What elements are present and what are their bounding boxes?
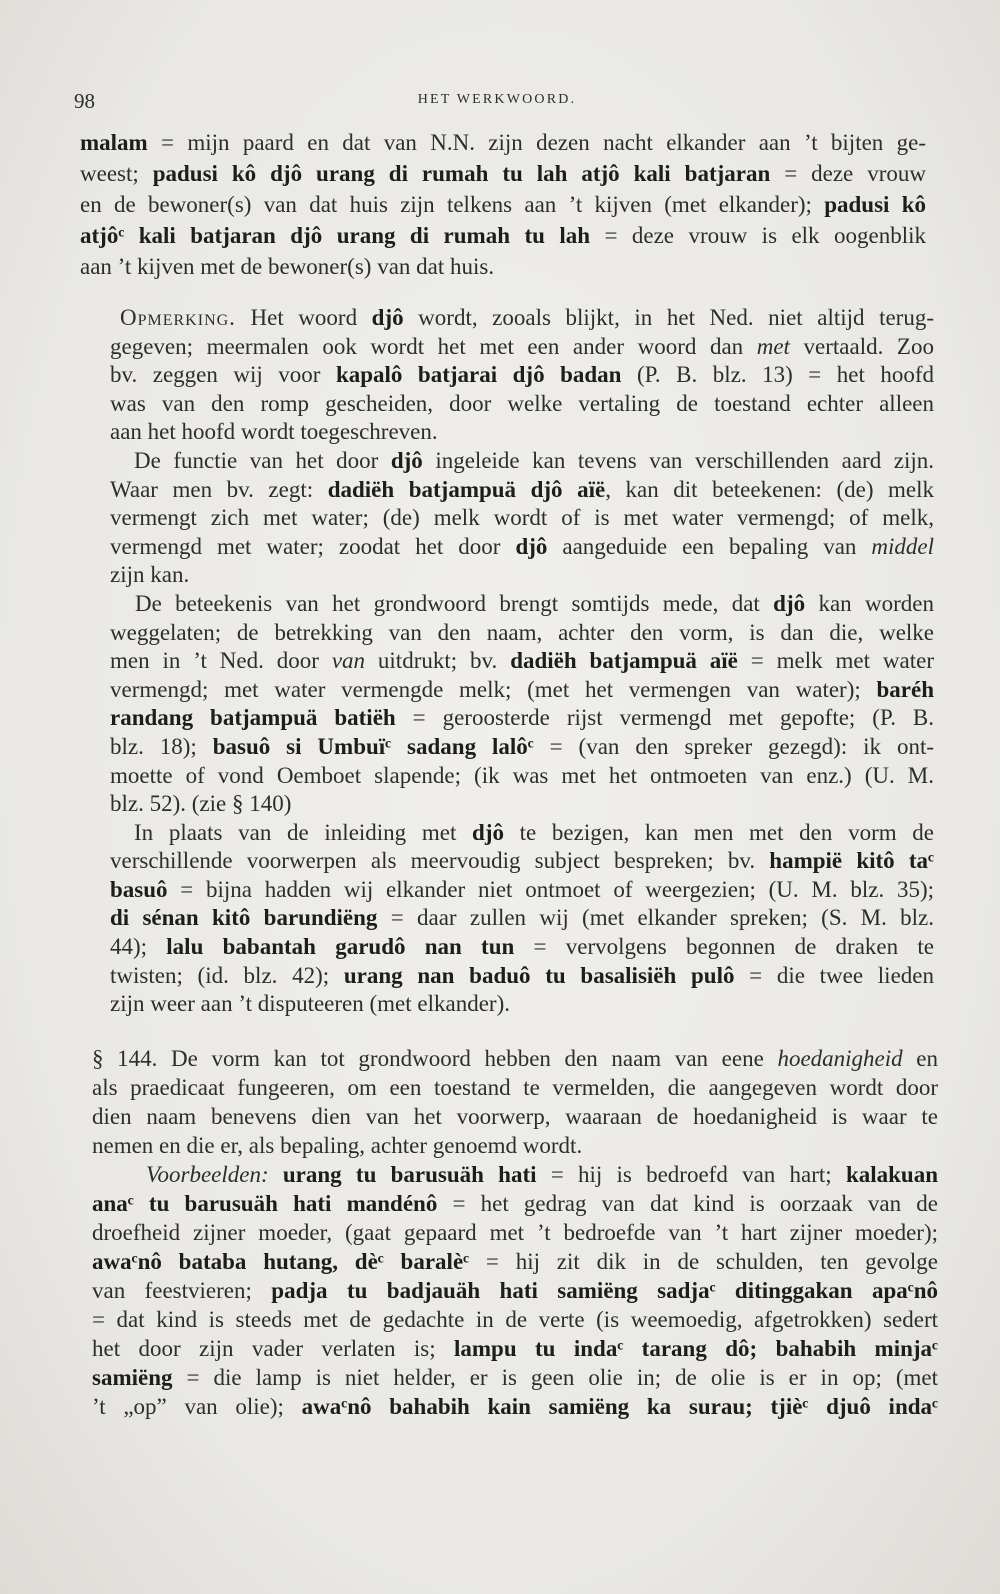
dayak-term: samiëng [92, 1365, 173, 1390]
italic-text: van [331, 648, 366, 674]
italic-text: Voorbeelden: [146, 1162, 283, 1187]
text-run: vertaald. Zoo [789, 333, 934, 359]
text-line [110, 361, 934, 390]
text-run: (P. B. blz. 13) = het hoofd [621, 362, 934, 388]
text-run: = (van den spreker gezegd): ik ont- [533, 733, 934, 759]
page-number: 98 [74, 89, 95, 113]
text-line [80, 189, 926, 220]
text-line [110, 619, 934, 648]
text-line [80, 251, 926, 282]
text-line [80, 127, 926, 158]
dayak-term: lampu tu indaᶜ tarang dô; bahabih minjaᶜ [453, 1336, 938, 1361]
text-run: en [902, 1046, 938, 1071]
dayak-term: urang nan baduô tu basalisiëh pulô [343, 962, 735, 988]
text-run: blz. 18); [110, 733, 213, 759]
dayak-term: randang batjampuä batiëh [110, 705, 396, 731]
text-run: bv. zeggen wij voor [110, 362, 336, 388]
remark-label: Opmerking. [120, 305, 236, 330]
text-line [110, 847, 934, 876]
text-line [92, 1247, 938, 1276]
text-run: , kan dit beteekenen: (de) melk [605, 476, 935, 502]
text-run: weest; [80, 161, 153, 186]
text-run: = deze vrouw is elk oogenblik [590, 223, 926, 248]
text-run: van feestvieren; [92, 1278, 272, 1303]
dayak-term: anaᶜ tu barusuäh hati mandénô [92, 1191, 438, 1216]
paragraph [92, 1160, 938, 1421]
text-line [92, 1160, 938, 1189]
text-run: vermengt zich met water; (de) melk wordt of is met water vermengd; of melk, [110, 505, 934, 531]
text-line [110, 590, 934, 619]
text-run: In plaats van de inleiding met [134, 819, 473, 845]
dayak-term: atjôᶜ kali batjaran djô urang di rumah tu lah [80, 223, 591, 248]
text-line [92, 1189, 938, 1218]
text-line [92, 1073, 938, 1102]
text-line [92, 1218, 938, 1247]
text-line [110, 876, 934, 905]
dayak-term: hampië kitô taᶜ [769, 848, 934, 874]
text-run: zijn kan. [110, 562, 190, 588]
text-run: = het gedrag van dat kind is oorzaak van de [437, 1191, 938, 1216]
text-run: als praedicaat fungeeren, om een toestand te vermelden, die aangegeven wordt door [92, 1075, 938, 1100]
text-run: § 144. De vorm kan tot grondwoord hebben den naam van eene [92, 1046, 778, 1071]
dayak-term: awaᶜnô bahabih kain samiëng ka surau; tjièᶜ djuô indaᶜ [301, 1394, 938, 1419]
text-run: vermengd; met water vermengde melk; (met het vermengen van water); [110, 676, 877, 702]
text-run: = die lamp is niet helder, er is geen olie in; de olie is er in op; (met [172, 1365, 938, 1390]
paragraph [92, 1044, 938, 1160]
text-line [110, 790, 934, 819]
text-line [92, 1334, 938, 1363]
text-run: aan het hoofd wordt toegeschreven. [110, 419, 438, 445]
text-line [92, 1102, 938, 1131]
running-head: HET WERKWOORD. [417, 92, 577, 107]
dayak-term: padusi kô [824, 192, 926, 217]
text-run: De functie van het door [134, 447, 391, 473]
dayak-term: djô [773, 590, 806, 616]
text-run: = hij zit dik in de schulden, ten gevolge [469, 1249, 938, 1274]
paragraph [110, 819, 934, 1019]
text-run: = mijn paard en dat van N.N. zijn dezen nacht elkander aan ’t bijten ge- [147, 130, 926, 155]
text-line [110, 647, 934, 676]
text-run: Het woord [235, 305, 372, 330]
text-run: De beteekenis van het grondwoord brengt somtijds mede, dat [135, 590, 774, 616]
text-run: zijn weer aan ’t disputeeren (met elkander). [110, 991, 510, 1017]
text-line [80, 158, 926, 189]
text-run: gegeven; meermalen ook wordt het met een ander woord dan [110, 333, 757, 359]
text-run: verschillende voorwerpen als meervoudig subject bespreken; bv. [110, 848, 770, 874]
text-line [110, 676, 934, 705]
text-run: aan ’t kijven met de bewoner(s) van dat huis. [80, 254, 495, 279]
text-line [110, 904, 934, 933]
text-run: = dat kind is steeds met de gedachte in de verte (is weemoedig, afgetrokken) sedert [92, 1307, 938, 1332]
text-line [110, 304, 934, 333]
dayak-term: lalu babantah garudô nan tun [166, 934, 515, 960]
text-line [110, 533, 934, 562]
text-run: = die twee lieden [734, 962, 934, 988]
paragraph [110, 447, 934, 590]
text-run: en de bewoner(s) van dat huis zijn telkens aan ’t kijven (met elkander); [80, 192, 825, 217]
dayak-term: djô [390, 447, 423, 473]
italic-text: middel [871, 533, 934, 559]
text-line [110, 819, 934, 848]
text-line [110, 990, 934, 1019]
dayak-term: kalakuan [845, 1162, 938, 1187]
text-run: = melk met water [737, 648, 934, 674]
text-line [92, 1131, 938, 1160]
text-line [110, 561, 934, 590]
text-run: dien naam benevens dien van het voorwerp, waaraan de hoedanigheid is waar te [92, 1104, 938, 1129]
continued-text-block [80, 127, 926, 282]
italic-text: met [756, 333, 790, 359]
dayak-term: djô [371, 305, 404, 330]
text-run: het door zijn vader verlaten is; [92, 1336, 454, 1361]
text-line [92, 1392, 938, 1421]
text-line [80, 220, 926, 251]
text-line [110, 933, 934, 962]
text-run: twisten; (id. blz. 42); [110, 962, 344, 988]
text-line [110, 504, 934, 533]
text-run: wordt, zooals blijkt, in het Ned. niet altijd terug- [403, 305, 934, 330]
text-run: = hij is bedroefd van hart; [536, 1162, 846, 1187]
text-run: ingeleide kan tevens van verschillenden aard zijn. [422, 447, 934, 473]
dayak-term: malam [80, 130, 148, 155]
text-run: men in ’t Ned. door [110, 648, 332, 674]
text-run: 44); [110, 934, 167, 960]
italic-text: hoedanigheid [777, 1046, 903, 1071]
text-run: droefheid zijner moeder, (gaat gepaard met ’t bedroefde van ’t hart zijner moeder); [92, 1220, 938, 1245]
dayak-term: kapalô batjarai djô badan [335, 362, 622, 388]
dayak-term: urang tu barusuäh hati [282, 1162, 537, 1187]
text-line [110, 418, 934, 447]
text-line [110, 390, 934, 419]
text-run: was van den romp gescheiden, door welke vertaling de toestand echter alleen [110, 390, 934, 416]
paragraph [110, 304, 934, 447]
text-run: = geroosterde rijst vermengd met gepofte; (P. B. [395, 705, 934, 731]
dayak-term: djô [515, 533, 548, 559]
text-line [92, 1044, 938, 1073]
paragraph [80, 127, 926, 282]
text-run: ’t „op” van olie); [92, 1394, 302, 1419]
text-run: vermengd met water; zoodat het door [110, 533, 516, 559]
dayak-term: baréh [876, 676, 934, 702]
text-run: weggelaten; de betrekking van den naam, achter den vorm, is dan die, welke [110, 619, 934, 645]
dayak-term: dadiëh batjampuä aïë [510, 648, 738, 674]
section-block [92, 1044, 938, 1421]
text-run: = daar zullen wij (met elkander spreken; (S. M. blz. [377, 905, 935, 931]
dayak-term: awaᶜnô bataba hutang, dèᶜ baralèᶜ [92, 1249, 470, 1274]
paragraph [110, 590, 934, 819]
dayak-term: padusi kô djô urang di rumah tu lah atjô kali batjaran [152, 161, 771, 186]
dayak-term: padja tu badjauäh hati samiëng sadjaᶜ ditinggakan apaᶜnô [271, 1278, 938, 1303]
dayak-term: di sénan kitô barundiëng [110, 905, 378, 931]
text-run: = deze vrouw [770, 161, 926, 186]
text-run: te bezigen, kan men met den vorm de [503, 819, 934, 845]
text-line [110, 762, 934, 791]
text-run: = bijna hadden wij elkander niet ontmoet of weergezien; (U. M. blz. 35); [167, 876, 934, 902]
text-line [110, 704, 934, 733]
text-run: aangeduide een bepaling van [547, 533, 872, 559]
dayak-term: basuô [110, 876, 168, 902]
text-run: blz. 52). (zie § 140) [110, 791, 292, 817]
text-run: nemen en die er, als bepaling, achter genoemd wordt. [92, 1133, 583, 1158]
text-line [110, 733, 934, 762]
dayak-term: dadiëh batjampuä djô aïë [327, 476, 606, 502]
text-line [110, 476, 934, 505]
remark-block [110, 304, 934, 1019]
text-line [92, 1363, 938, 1392]
text-line [110, 333, 934, 362]
text-run: kan worden [805, 590, 934, 616]
text-line [110, 447, 934, 476]
text-line [92, 1305, 938, 1334]
text-line [92, 1276, 938, 1305]
text-run: uitdrukt; bv. [365, 648, 511, 674]
dayak-term: basuô si Umbuïᶜ sadang lalôᶜ [212, 733, 534, 759]
text-run: moette of vond Oemboet slapende; (ik was met het ontmoeten van enz.) (U. M. [110, 762, 934, 788]
text-run: = vervolgens begonnen de draken te [514, 934, 934, 960]
text-line [110, 962, 934, 991]
dayak-term: djô [472, 819, 504, 845]
text-run: Waar men bv. zegt: [110, 476, 328, 502]
